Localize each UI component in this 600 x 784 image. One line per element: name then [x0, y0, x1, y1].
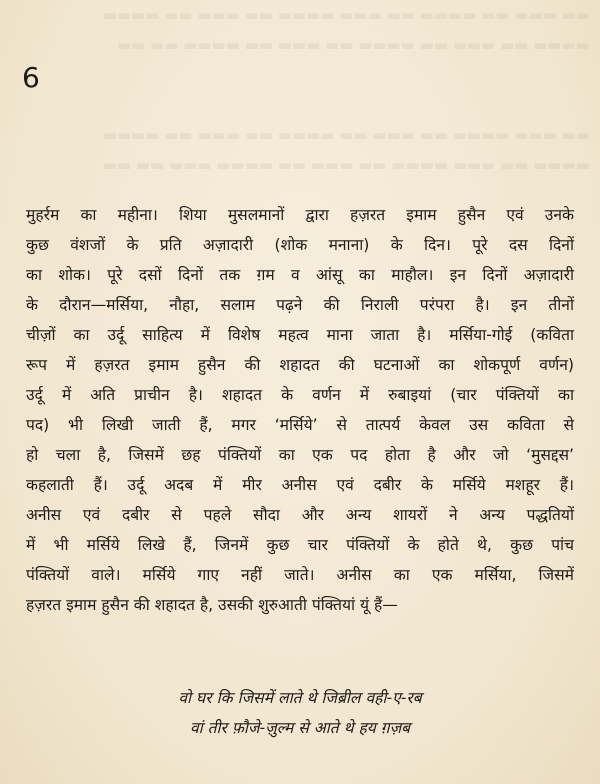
text-line: मुहर्रम का महीना। शिया मुसलमानों द्वारा हज़रत इमाम हुसैन एवं उनके — [26, 206, 574, 224]
text-line: रूप में हज़रत इमाम हुसैन की शहादत की घटनाओं का शोकपूर्ण वर्णन) — [26, 356, 574, 374]
text-line: अनीस एवं दबीर से पहले सौदा और अन्य शायरों ने अन्य पद्धतियों — [26, 506, 574, 524]
text-line: कुछ वंशजों के प्रति अज़ादारी (शोक मनाना) के दिन। पूरे दस दिनों — [26, 236, 574, 254]
show-through-text: ▬▬ ▬▬▬ ▬▬ ▬▬▬▬ ▬▬ ▬▬▬ ▬▬▬▬ ▬▬ ▬▬▬ ▬▬ ▬▬▬▬ ▬▬▬▬ ▬▬ ▬▬▬ ▬▬ ▬▬▬▬ ▬▬ ▬▬▬ ▬▬ ▬▬▬▬ ▬▬ ▬▬ ▬▬ ▬▬▬ ▬▬▬▬ ▬▬ ▬▬▬ ▬▬ ▬▬▬▬ ▬▬ ▬▬▬ ▬▬ ▬▬▬▬ ▬▬▬▬ ▬▬ ▬▬▬ ▬▬▬▬ ▬▬ ▬▬▬ ▬▬ ▬▬▬▬ ▬▬▬ ▬▬ ▬▬ — [102, 6, 590, 174]
text-line: उर्दू में अति प्राचीन है। शहादत के वर्णन में रुबाइयां (चार पंक्तियों का — [26, 386, 574, 404]
text-line: हो चला है, जिसमें छह पंक्तियों का एक पद होता है और जो ‘मुसद्दस’ — [26, 446, 574, 464]
text-line: कहलाती हैं। उर्दू अदब में मीर अनीस एवं दबीर के मर्सिये मशहूर हैं। — [26, 476, 574, 494]
text-line: का शोक। पूरे दसों दिनों तक ग़म व आंसू का माहौल। इन दिनों अज़ादारी — [26, 266, 574, 284]
text-line: पद) भी लिखी जाती हैं, मगर ‘मर्सिये’ से तात्पर्य केवल उस कविता से — [26, 416, 574, 434]
verse-line: वो घर कि जिसमें लाते थे जिब्रील वही-ए-रब — [178, 689, 422, 707]
body-paragraph — [26, 200, 574, 620]
text-line: हज़रत इमाम हुसैन की शहादत है, उसकी शुरुआती पंक्तियां यूं हैं— — [26, 596, 398, 614]
verse-couplet — [0, 683, 600, 743]
text-line: चीज़ों का उर्दू साहित्य में विशेष महत्व माना जाता है। मर्सिया-गोई (कविता — [26, 326, 574, 344]
page-number: 6 — [22, 61, 40, 94]
text-line: पंक्तियों वाले। मर्सिये गाए नहीं जाते। अनीस का एक मर्सिया, जिसमें — [26, 566, 574, 584]
text-line: में भी मर्सिये लिखे हैं, जिनमें कुछ चार पंक्तियों के होते थे, कुछ पांच — [26, 536, 574, 554]
verse-line: वां तीर फ़ौजे-ज़ुल्म से आते थे हय ग़ज़ब — [189, 719, 411, 737]
text-line: के दौरान—मर्सिया, नौहा, सलाम पढ़ने की निराली परंपरा है। इन तीनों — [26, 296, 574, 314]
